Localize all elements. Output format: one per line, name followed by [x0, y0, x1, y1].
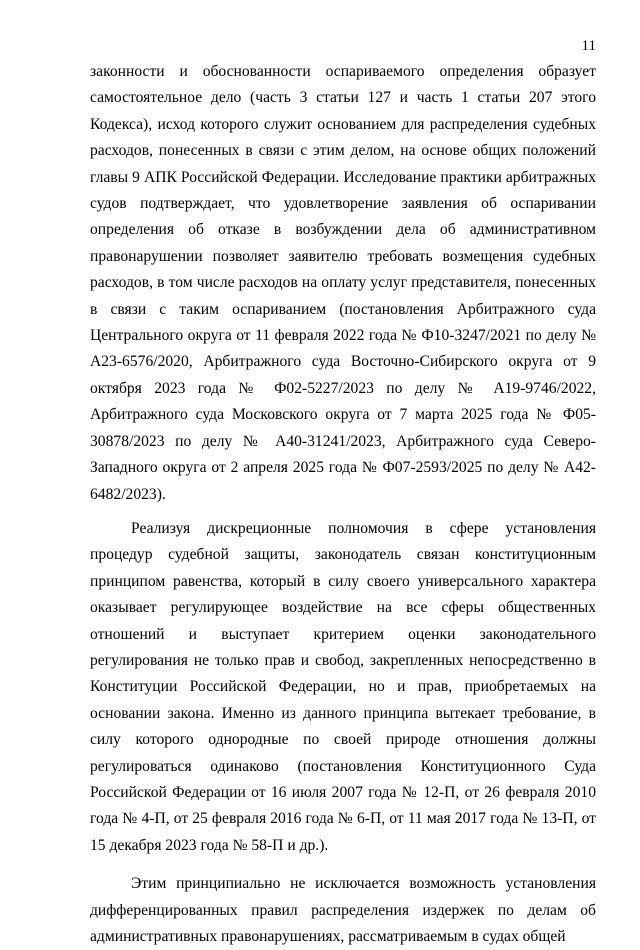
page-number: 11 [581, 38, 596, 54]
document-body [90, 59, 596, 950]
paragraph-differentiated-rules: Этим принципиально не исключается возможность установления дифференцированных правил распределения издержек по делам об административных правонарушениях, рассматриваемым в судах общей [90, 875, 596, 945]
paragraph-equality-principle: Реализуя дискреционные полномочия в сфере установления процедур судебной защиты, законодатель связан конституционным принципом равенства, который в силу своего универсального характера оказывает регулирующее воздействие на все сферы общественных отношений и выступает критерием оценки законодательного регулирования не только прав и свобод, закрепленных непосредственно в Конституции Российской Федерации, но и прав, приобретаемых на основании закона. Именно из данного принципа вытекает требование, в силу которого однородные по своей природе отношения должны регулироваться одинаково (постановления Конституционного Суда Российской Федерации от 16 июля 2007 года № 12-П, от 26 февраля 2010 года № 4-П, от 25 февраля 2016 года № 6-П, от 11 мая 2017 года № 13-П, от 15 декабря 2023 года № 58-П и др.). [90, 519, 596, 854]
paragraph-continued: законности и обоснованности оспариваемого определения образует самостоятельное дело (часть 3 статьи 127 и часть 1 статьи 207 этого Кодекса), исход которого служит основанием для распределения судебных расходов, понесенных в связи с этим делом, на основе общих положений главы 9 АПК Российской Федерации. Исследование практики арбитражных судов подтверждает, что удовлетворение заявления об оспаривании определения об отказе в возбуждении дела об административном правонарушении позволяет заявителю требовать возмещения судебных расходов, в том числе расходов на оплату услуг представителя, понесенных в связи с таким оспариванием (постановления Арбитражного суда Центрального округа от 11 февраля 2022 года № Ф10-3247/2021 по делу № А23-6576/2020, Арбитражного суда Восточно-Сибирского округа от 9 октября 2023 года № Ф02-5227/2023 по делу № А19-9746/2022, Арбитражного суда Московского округа от 7 марта 2025 года № Ф05-30878/2023 по делу № А40-31241/2023, Арбитражного суда Северо-Западного округа от 2 апреля 2025 года № Ф07-2593/2025 по делу № А42-6482/2023). [90, 63, 596, 503]
